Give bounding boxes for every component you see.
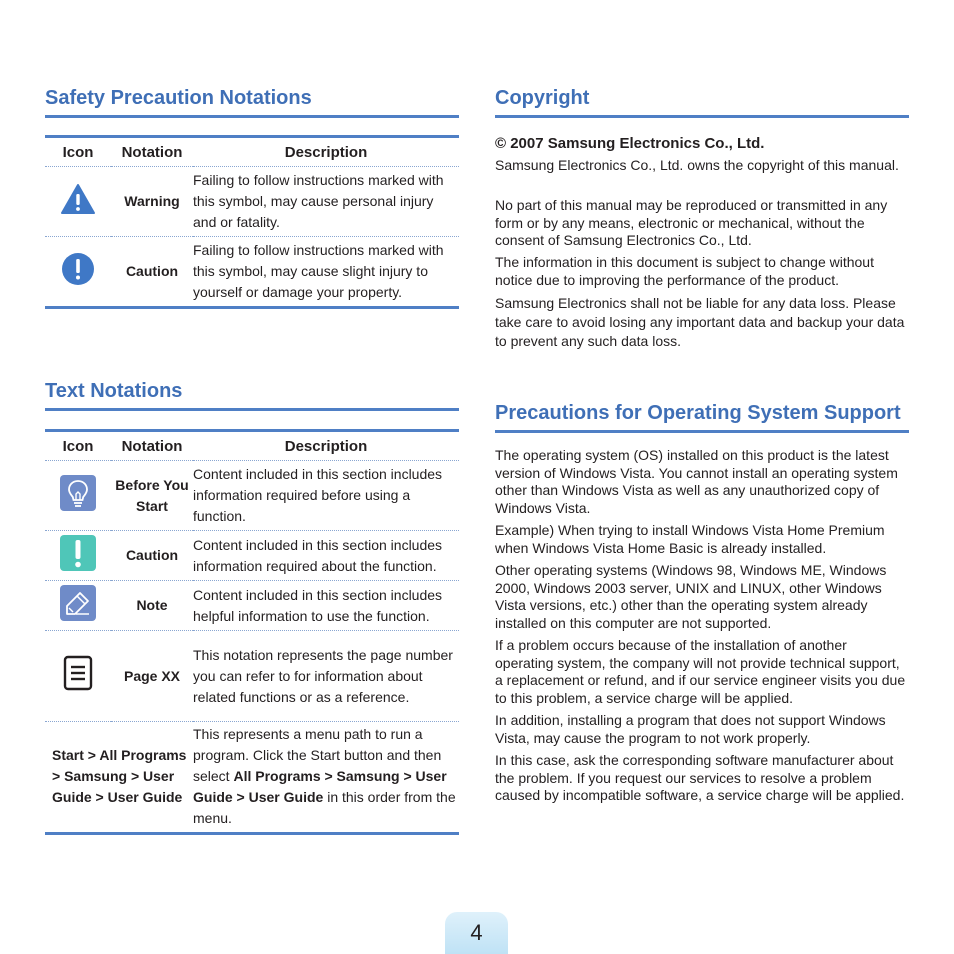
table-row (45, 631, 459, 722)
os-paragraph-1: The operating system (OS) installed on this product is the latest version of Windows Vista. You cannot install an operating system other than Windows Vista as well as any unauthorized copy of Windows Vista. (495, 447, 898, 516)
os-paragraph-5: In addition, installing a program that does not support Windows Vista, may cause the program to not work properly. (495, 712, 886, 746)
page-number-tab (445, 912, 508, 954)
icon-cell (45, 167, 111, 237)
table-row (45, 461, 459, 531)
notation-before-you-start: Before You Start (111, 461, 193, 531)
description-menu-path (193, 722, 459, 832)
header-description: Description (193, 432, 459, 461)
copyright-paragraph-4: Samsung Electronics shall not be liable for any data loss. Please take care to avoid losing any important data and backup your data to prevent any such data loss. (495, 295, 905, 349)
text-table-bottom-rule (45, 832, 459, 835)
caution-exclamation-icon (61, 252, 95, 292)
table-row (45, 531, 459, 581)
header-notation: Notation (111, 432, 193, 461)
header-description: Description (193, 138, 459, 167)
os-paragraph-3: Other operating systems (Windows 98, Windows ME, Windows 2000, Windows 2003 server, UNIX and LINUX, other Windows Vista versions, etc.) other than the operating system already installed on this computer are not supported. (495, 562, 887, 631)
table-header-row (45, 138, 459, 167)
menu-desc-bold: All Programs > Samsung > User Guide > User Guide (193, 768, 447, 806)
notation-warning: Warning (111, 167, 193, 237)
description-page-xx: This notation represents the page number you can refer to for information about related functions or as a reference. (193, 631, 459, 722)
os-paragraph-4: If a problem occurs because of the installation of another operating system, the company will not provide technical support, a replacement or refund, and if our service engineer visits you due to this problem, a service charge will be applied. (495, 637, 906, 706)
page-number: 4 (470, 920, 483, 945)
copyright-paragraph-2: No part of this manual may be reproduced or transmitted in any form or by any means, electronic or mechanical, without the consent of Samsung Electronics Co., Ltd. (495, 197, 888, 248)
safety-notation-table (45, 138, 459, 307)
copyright-paragraph-3: The information in this document is subject to change without notice due to improving the performance of the product. (495, 254, 874, 288)
safety-title-rule (45, 115, 459, 118)
safety-table-bottom-rule (45, 306, 459, 309)
notation-page-xx: Page XX (111, 631, 193, 722)
header-icon: Icon (45, 138, 111, 167)
menu-desc-1: This represents a menu path to run a program. (193, 726, 423, 764)
description-caution: Failing to follow instructions marked with this symbol, may cause slight injury to yourself or damage your property. (193, 242, 444, 301)
os-paragraph-6: In this case, ask the corresponding software manufacturer about the problem. If you request our services to resolve a problem caused by incompatible software, a service charge will be applied. (495, 752, 905, 803)
os-paragraph-2: Example) When trying to install Windows Vista Home Premium when Windows Vista Home Basic is already installed. (495, 522, 885, 556)
icon-cell (45, 237, 111, 307)
text-notation-table (45, 432, 459, 832)
description-caution: Content included in this section includes information required about the function. (193, 531, 459, 581)
text-title-rule (45, 408, 459, 411)
menu-desc-3: in this order from the menu. (193, 789, 456, 827)
description-note: Content included in this section includes helpful information to use the function. (193, 581, 459, 631)
table-row (45, 581, 459, 631)
os-title-rule (495, 430, 909, 433)
notation-caution: Caution (111, 531, 193, 581)
table-header-row (45, 432, 459, 461)
table-row (45, 237, 459, 307)
page-icon (62, 655, 94, 697)
menu-path-notation: Start > All Programs > Samsung > User Guide > User Guide (52, 747, 187, 806)
warning-triangle-icon (60, 183, 96, 221)
description-warning: Failing to follow instructions marked with this symbol, may cause personal injury and or fatality. (193, 167, 459, 237)
icon-cell (45, 581, 111, 631)
copyright-paragraph-1: Samsung Electronics Co., Ltd. owns the copyright of this manual. (495, 157, 899, 173)
lightbulb-icon (60, 475, 96, 517)
text-notations-title: Text Notations (45, 380, 183, 402)
table-row (45, 167, 459, 237)
header-icon: Icon (45, 432, 111, 461)
table-row (45, 722, 459, 832)
os-support-title: Precautions for Operating System Support (495, 402, 901, 424)
copyright-title-rule (495, 115, 909, 118)
icon-cell (45, 461, 111, 531)
pencil-note-icon (60, 585, 96, 627)
copyright-title: Copyright (495, 87, 590, 109)
notation-note: Note (111, 581, 193, 631)
exclamation-icon (60, 535, 96, 577)
notation-caution: Caution (125, 263, 179, 280)
description-before-you-start: Content included in this section includes information required before using a function. (193, 461, 459, 531)
icon-cell (45, 531, 111, 581)
header-notation: Notation (111, 138, 193, 167)
menu-desc-2: Click the Start button and then select (193, 747, 442, 785)
copyright-heading: © 2007 Samsung Electronics Co., Ltd. (495, 135, 765, 152)
safety-section-title: Safety Precaution Notations (45, 87, 312, 109)
icon-cell (45, 631, 111, 722)
